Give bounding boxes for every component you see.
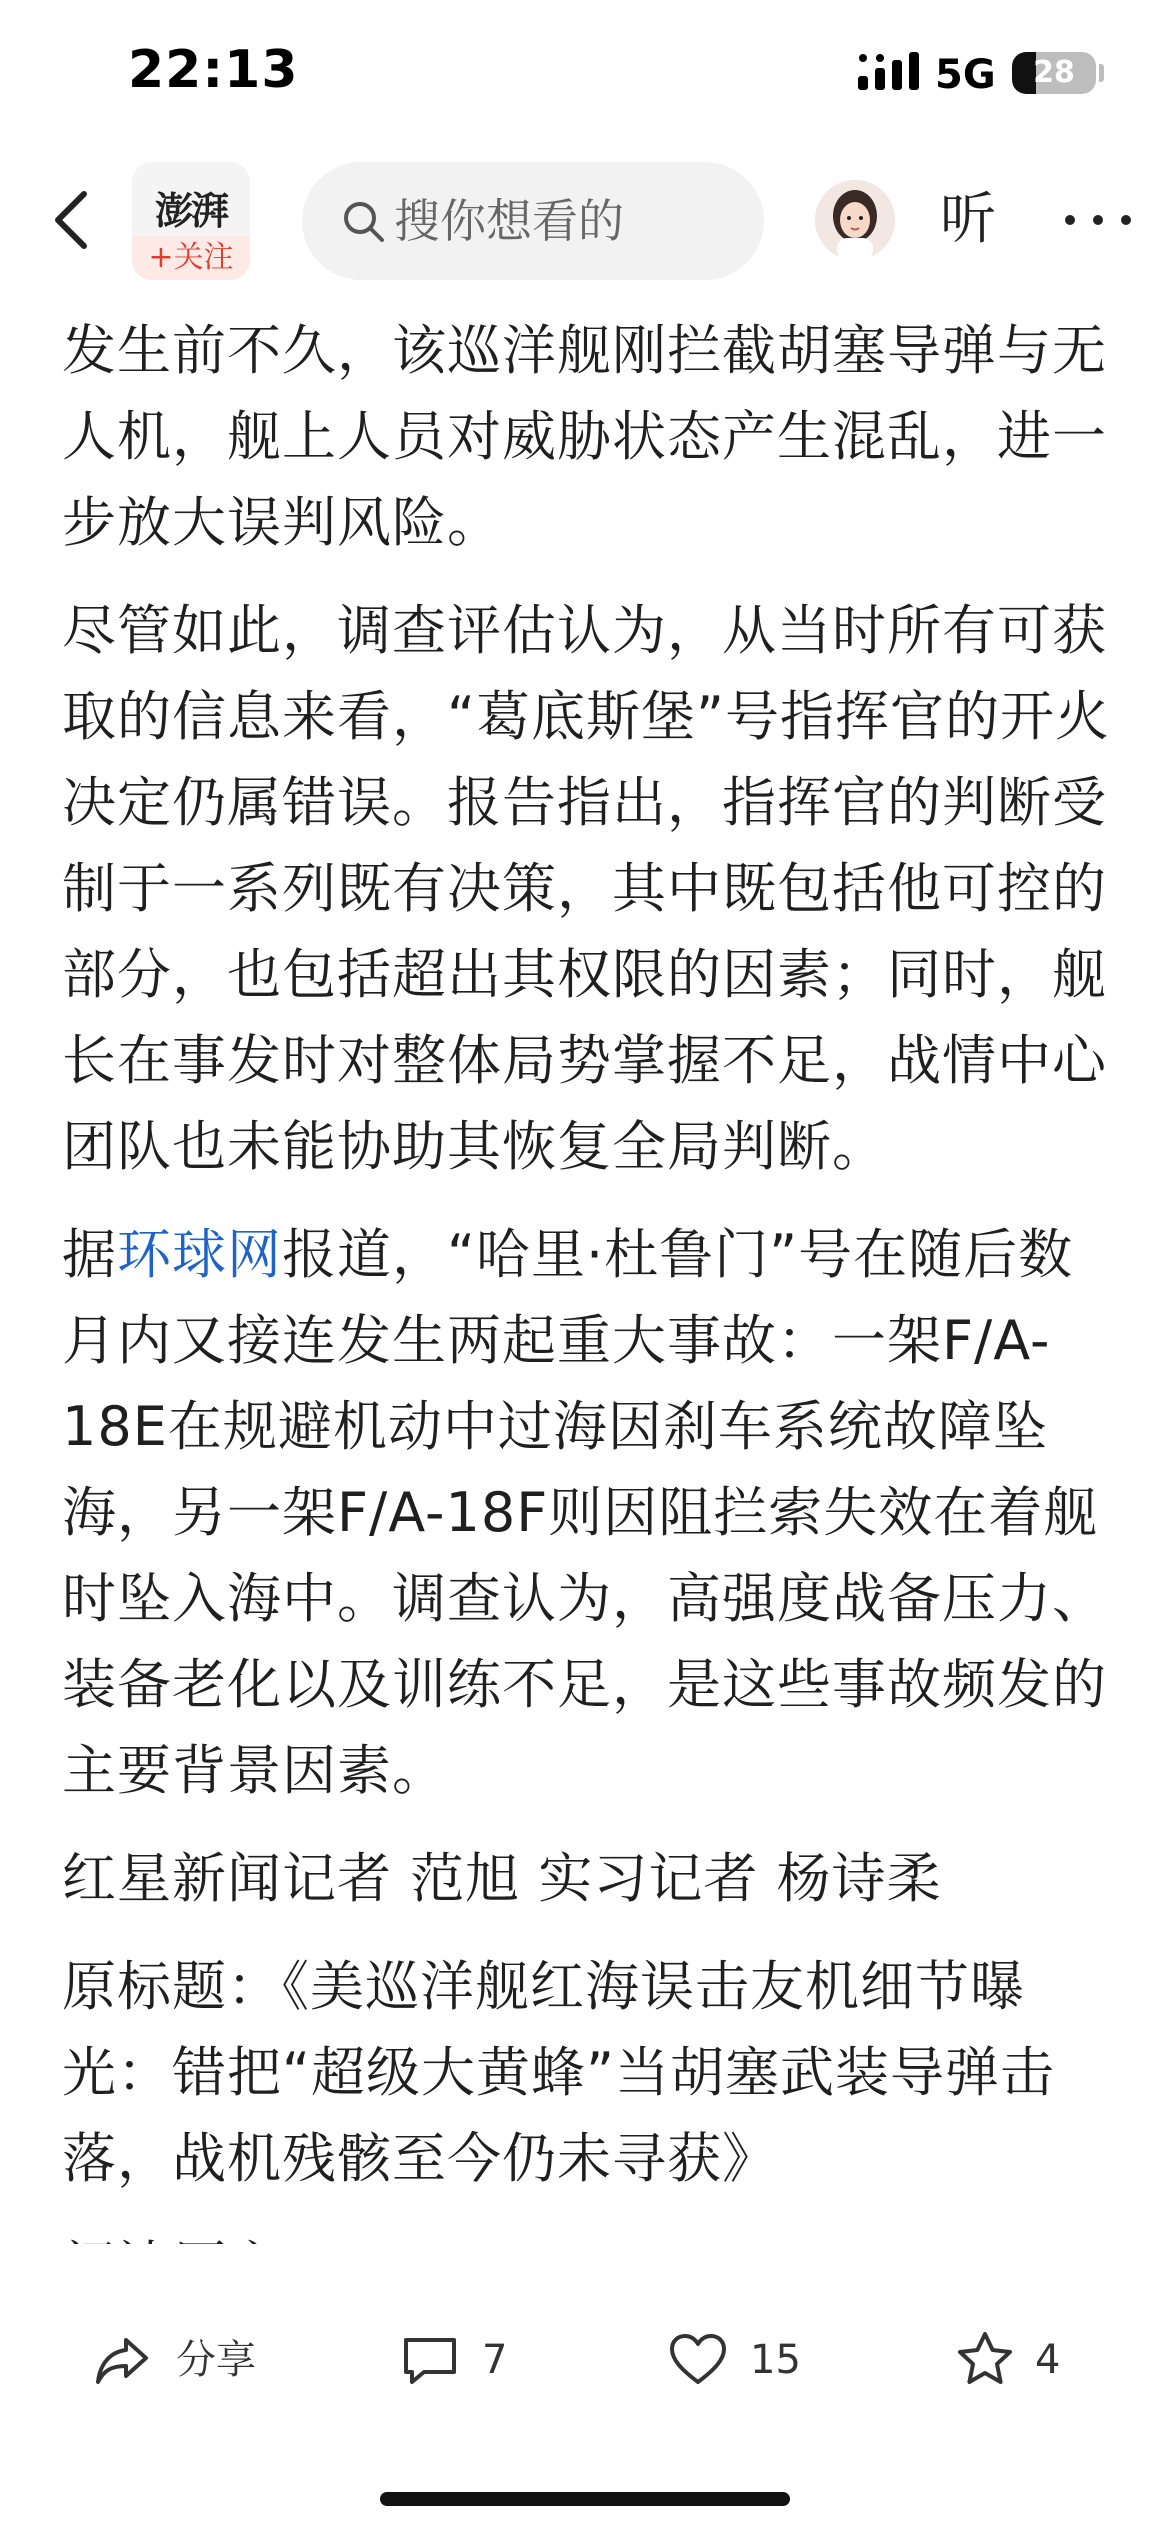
status-time: 22:13 [128,40,299,100]
more-icon[interactable] [1060,180,1136,260]
article-paragraph [62,1212,1112,1814]
original-title: 原标题：《美巡洋舰红海误击友机细节曝光：错把“超级大黄蜂”当胡塞武装导弹击落，战机残骸至今仍未寻获》 [62,1955,1055,2190]
share-button[interactable] [92,2320,272,2400]
follow-button[interactable]: +关注 [132,236,250,280]
search-icon [342,200,386,244]
favorite-button[interactable] [955,2320,1085,2400]
battery-nub [1099,64,1104,82]
signal-icon [858,52,920,92]
paragraph-text: 报道，“哈里·杜鲁门”号在随后数月内又接连发生两起重大事故：一架F/A-18E在规避机动中过海因刹车系统故障坠海，另一架F/A-18F则因阻拦索失效在着舰时坠入海中。调查认为，高强度战备压力、装备老化以及训练不足，是这些事故频发的主要背景因素。 [62,1223,1107,1802]
article-body [62,290,1112,2280]
status-bar [0,0,1170,150]
home-indicator[interactable] [380,2492,790,2506]
back-icon[interactable] [42,180,102,260]
battery-icon [1012,52,1096,94]
avatar[interactable] [815,180,895,260]
comment-button[interactable] [400,2320,540,2400]
network-type: 5G [935,52,996,98]
reporter-line: 红星新闻记者 范旭 实习记者 杨诗柔 [62,1847,942,1910]
like-count: 15 [750,2337,801,2383]
search-input[interactable] [302,162,764,280]
share-label: 分享 [176,2337,256,2383]
comment-count: 7 [482,2337,508,2383]
nav-bar [0,150,1170,290]
publisher-logo[interactable] [132,162,250,280]
article-paragraph: 发生前不久，该巡洋舰刚拦截胡塞导弹与无人机，舰上人员对威胁状态产生混乱，进一步放大误判风险。 [62,319,1107,554]
star-icon [955,2330,1015,2390]
search-placeholder: 搜你想看的 [394,194,624,248]
publisher-logo-text: 澎湃 [154,188,227,233]
listen-button[interactable]: 听 [940,187,996,252]
like-button[interactable] [668,2320,818,2400]
source-link-huanqiu[interactable]: 环球网 [117,1223,282,1286]
favorite-count: 4 [1035,2337,1061,2383]
action-bar [0,2300,1170,2420]
battery-level: 28 [1033,55,1075,90]
heart-icon [668,2330,728,2390]
paragraph-prefix: 据 [62,1223,117,1286]
scroll-fade [62,2244,1112,2280]
share-icon [92,2330,152,2390]
comment-icon [400,2330,460,2390]
article-paragraph: 尽管如此，调查评估认为，从当时所有可获取的信息来看，“葛底斯堡”号指挥官的开火决定仍属错误。报告指出，指挥官的判断受制于一系列既有决策，其中既包括他可控的部分，也包括超出其权限的因素；同时，舰长在事发时对整体局势掌握不足，战情中心团队也未能协助其恢复全局判断。 [62,599,1110,1178]
